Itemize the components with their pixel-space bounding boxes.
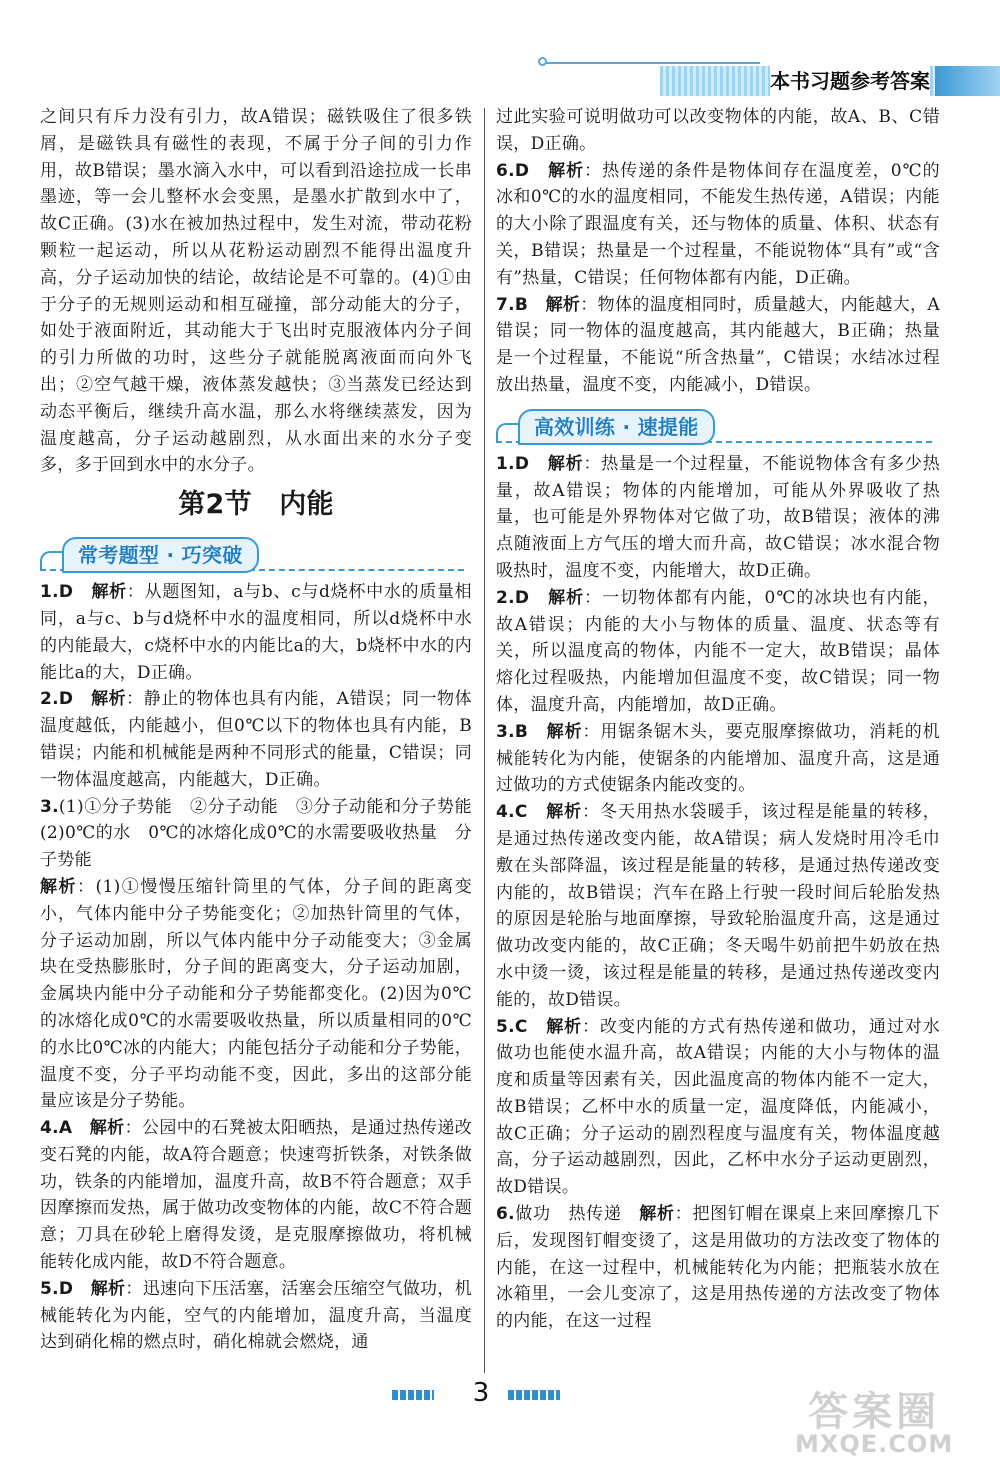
banner-common-questions <box>40 533 472 573</box>
answer-item <box>496 799 940 1013</box>
analysis-label: 解析 <box>91 689 127 710</box>
analysis-label: 解析 <box>546 1016 583 1037</box>
answer-text: ：冬天用热水袋暖手，该过程是能量的转移，是通过热传递改变内能，故A错误；病人发烧时用冷毛巾敷在头部降温，该过程是能量的转移，是通过热传递改变内能的，故B错误；汽车在路上行驶一段时间后轮胎发热的原因是轮胎与地面摩擦，导致轮胎温度升高，这是通过做功改变内能的，故C正确；冬天喝牛奶前把牛奶放在热水中烫一烫，该过程是能量的转移，是通过热传递改变内能的，故D错误。 <box>496 802 940 1010</box>
answer-item <box>40 579 472 686</box>
answer-item <box>496 292 940 399</box>
right-column <box>496 104 940 1335</box>
answer-number: 3.B <box>496 721 529 742</box>
analysis-label: 解析 <box>40 876 78 897</box>
answer-number: 5.C <box>496 1016 528 1037</box>
analysis-label: 解析 <box>639 1204 675 1225</box>
column-divider <box>484 108 485 1373</box>
answer-number: 4.C <box>496 802 528 823</box>
answer-text: ：公园中的石凳被太阳晒热，是通过热传递改变石凳的内能，故A符合题意；快速弯折铁条，对铁条做功，铁条的内能增加，温度升高，故B不符合题意；双手因摩擦而发热，属于做功改变物体的内能，故C不符合题意；刀具在砂轮上磨得发烫，是克服摩擦做功，将机械能转化成内能，故D不符合题意。 <box>40 1118 472 1273</box>
answer-text: ：热传递的条件是物体间存在温度差，0℃的冰和0℃的水的温度相同，不能发生热传递，A错误；内能的大小除了跟温度有关，还与物体的质量、体积、状态有关，B错误；热量是一个过程量，不能说物体“具有”或“含有”热量，C错误；任何物体都有内能，D正确。 <box>496 160 940 288</box>
analysis-label: 解析 <box>546 721 583 742</box>
footer-ornament-left <box>392 1390 434 1400</box>
answer-text: 做功 热传递 <box>514 1204 640 1225</box>
answer-number: 2.D <box>40 689 74 710</box>
banner-efficient-training <box>496 405 940 445</box>
answer-item <box>496 1014 940 1202</box>
watermark-url: MXQE.COM <box>795 1430 954 1458</box>
answer-item <box>40 794 490 874</box>
answer-number: 4.A <box>40 1118 73 1139</box>
analysis-label: 解析 <box>548 587 585 608</box>
left-intro-paragraph: 之间只有斥力没有引力，故A错误；磁铁吸住了很多铁屑，是磁铁具有磁性的表现，不属于分子间的引力作用，故B错误；墨水滴入水中，可以看到沿途拉成一长串墨迹，等一会儿整杯水会变黑，是墨水扩散到水中了，故C正确。(3)水在被加热过程中，发生对流，带动花粉颗粒一起运动，所以从花粉运动剧烈不能得出温度升高，分子运动加快的结论，故结论是不可靠的。(4)①由于分子的无规则运动和相互碰撞，部分动能大的分子，如处于液面附近，其动能大于飞出时克服液体内分子间的引力所做的功时，这些分子就能脱离液面而向外飞出；②空气越干燥，液体蒸发越快；③当蒸发已经达到动态平衡后，继续升高水温，那么水将继续蒸发，因为温度越高，分子运动越剧烈，从水面出来的水分子变多，多于回到水中的水分子。 <box>40 107 472 476</box>
answer-text: ：一切物体都有内能，0℃的冰块也有内能，故A错误；内能的大小与物体的质量、温度、状态等有关，所以温度高的物体，内能不一定大，故B错误；晶体熔化过程吸热，内能增加但温度不变，故C错误；同一物体，温度升高，内能增加，故D正确。 <box>496 587 940 715</box>
answer-number: 1.D <box>496 453 530 474</box>
answer-item <box>40 874 472 1115</box>
answer-number: 3. <box>40 796 59 817</box>
banner-label: 高效训练 · 速提能 <box>518 409 715 445</box>
answer-text: ：(1)①慢慢压缩针筒里的气体，分子间的距离变小，气体内能中分子势能变化；②加热针筒里的气体，分子运动加剧，所以气体内能中分子动能变大；③金属块在受热膨胀时，分子间的距离变大，分子运动加剧，金属块内能中分子动能和分子势能都变化。(2)因为0℃的冰熔化成0℃的水需要吸收热量，所以质量相同的0℃的水比0℃冰的内能大；内能包括分子动能和分子势能，温度不变，分子平均动能不变，因此，多出的这部分能量应该是分子势能。 <box>40 876 473 1112</box>
answer-item <box>40 1276 472 1356</box>
analysis-label: 解析 <box>546 802 583 823</box>
answer-text: ：用锯条锯木头，要克服摩擦做功，消耗的机械能转化为内能，使锯条的内能增加、温度升高，这是通过做功的方式使锯条内能改变的。 <box>496 721 940 796</box>
answer-number: 2.D <box>496 587 530 608</box>
answer-text: ：静止的物体也具有内能，A错误；同一物体温度越低，内能越小，但0℃以下的物体也具有内能，B错误；内能和机械能是两种不同形式的能量，C错误；同一物体温度越高，内能越大，D正确。 <box>40 689 472 790</box>
analysis-label: 解析 <box>90 1278 126 1299</box>
answer-number: 5.D <box>40 1278 74 1299</box>
answer-text: ：改变内能的方式有热传递和做功，通过对水做功也能使水温升高，故A错误；内能的大小与物体的温度和质量等因素有关，因此温度高的物体内能不一定大，故B错误；乙杯中水的质量一定，温度降低，内能减小，故C正确；分子运动的剧烈程度与温度有关，物体温度越高，分子运动越剧烈，因此，乙杯中水分子运动更剧烈，故D错误。 <box>496 1016 940 1198</box>
answer-text: ：热量是一个过程量，不能说物体含有多少热量，故A错误；物体的内能增加，可能从外界吸收了热量，也可能是外界物体对它做了功，故B错误；液体的沸点随液面上方气压的增大而升高，故C错误；冰水混合物吸热时，温度不变，内能增大，故D正确。 <box>496 453 940 581</box>
answer-text: (1)①分子势能 ②分子动能 ③分子动能和分子势能 (2)0℃的水 0℃的冰熔化成0℃的水需要吸收热量 分子势能 <box>40 796 490 871</box>
answer-item <box>496 585 940 719</box>
answer-item <box>496 719 940 799</box>
header-band-tail <box>935 66 1000 96</box>
answer-number: 1.D <box>40 582 74 603</box>
watermark-logo <box>795 1389 954 1458</box>
banner-label: 常考题型 · 巧突破 <box>62 537 259 573</box>
analysis-label: 解析 <box>89 1118 125 1139</box>
answer-number: 6.D <box>496 160 530 181</box>
left-column <box>40 104 490 1356</box>
answer-text: ：把图钉帽在课桌上来回摩擦几下后，发现图钉帽变烫了，这是用做功的方法改变了物体的内能，在这一过程中，机械能转化为内能；把瓶装水放在冰箱里，一会儿变凉了，这是用热传递的方法改变了物体的内能，在这一过程 <box>496 1204 941 1332</box>
analysis-label: 解析 <box>547 453 584 474</box>
page-number: 3 <box>472 1378 490 1408</box>
answer-number: 6. <box>496 1204 515 1225</box>
answer-item <box>40 686 472 793</box>
answer-item <box>40 1115 472 1276</box>
answer-text: ：从题图知，a与b、c与d烧杯中水的质量相同，a与c、b与d烧杯中水的温度相同，所以d烧杯中水的内能最大，c烧杯中水的内能比a的大，b烧杯中水的内能比a的大，D正确。 <box>40 582 472 683</box>
analysis-label: 解析 <box>91 582 127 603</box>
answer-item <box>496 451 940 585</box>
header-ornament-line <box>545 62 760 64</box>
answer-text: ：物体的温度相同时，质量越大，内能越大，A错误；同一物体的温度越高，其内能越大，B正确；热量是一个过程量，不能说“所含热量”，C错误；水结冰过程放出热量，温度不变，内能减小，D错误。 <box>496 294 940 395</box>
analysis-label: 解析 <box>548 160 585 181</box>
answer-item <box>496 158 940 292</box>
answer-number: 7.B <box>496 294 529 315</box>
watermark-title: 答案圈 <box>808 1389 941 1435</box>
footer-ornament-right <box>508 1390 560 1400</box>
answer-item <box>496 1201 940 1335</box>
right-intro-paragraph: 过此实验可说明做功可以改变物体的内能，故A、B、C错误，D正确。 <box>496 107 940 154</box>
analysis-label: 解析 <box>545 294 581 315</box>
running-header-title: 本书习题参考答案 <box>770 66 930 96</box>
answer-text: ：迅速向下压活塞，活塞会压缩空气做功，机械能转化为内能，空气的内能增加，温度升高，当温度达到硝化棉的燃点时，硝化棉就会燃烧，通 <box>40 1278 472 1353</box>
section-title: 第2节 内能 <box>178 489 334 521</box>
